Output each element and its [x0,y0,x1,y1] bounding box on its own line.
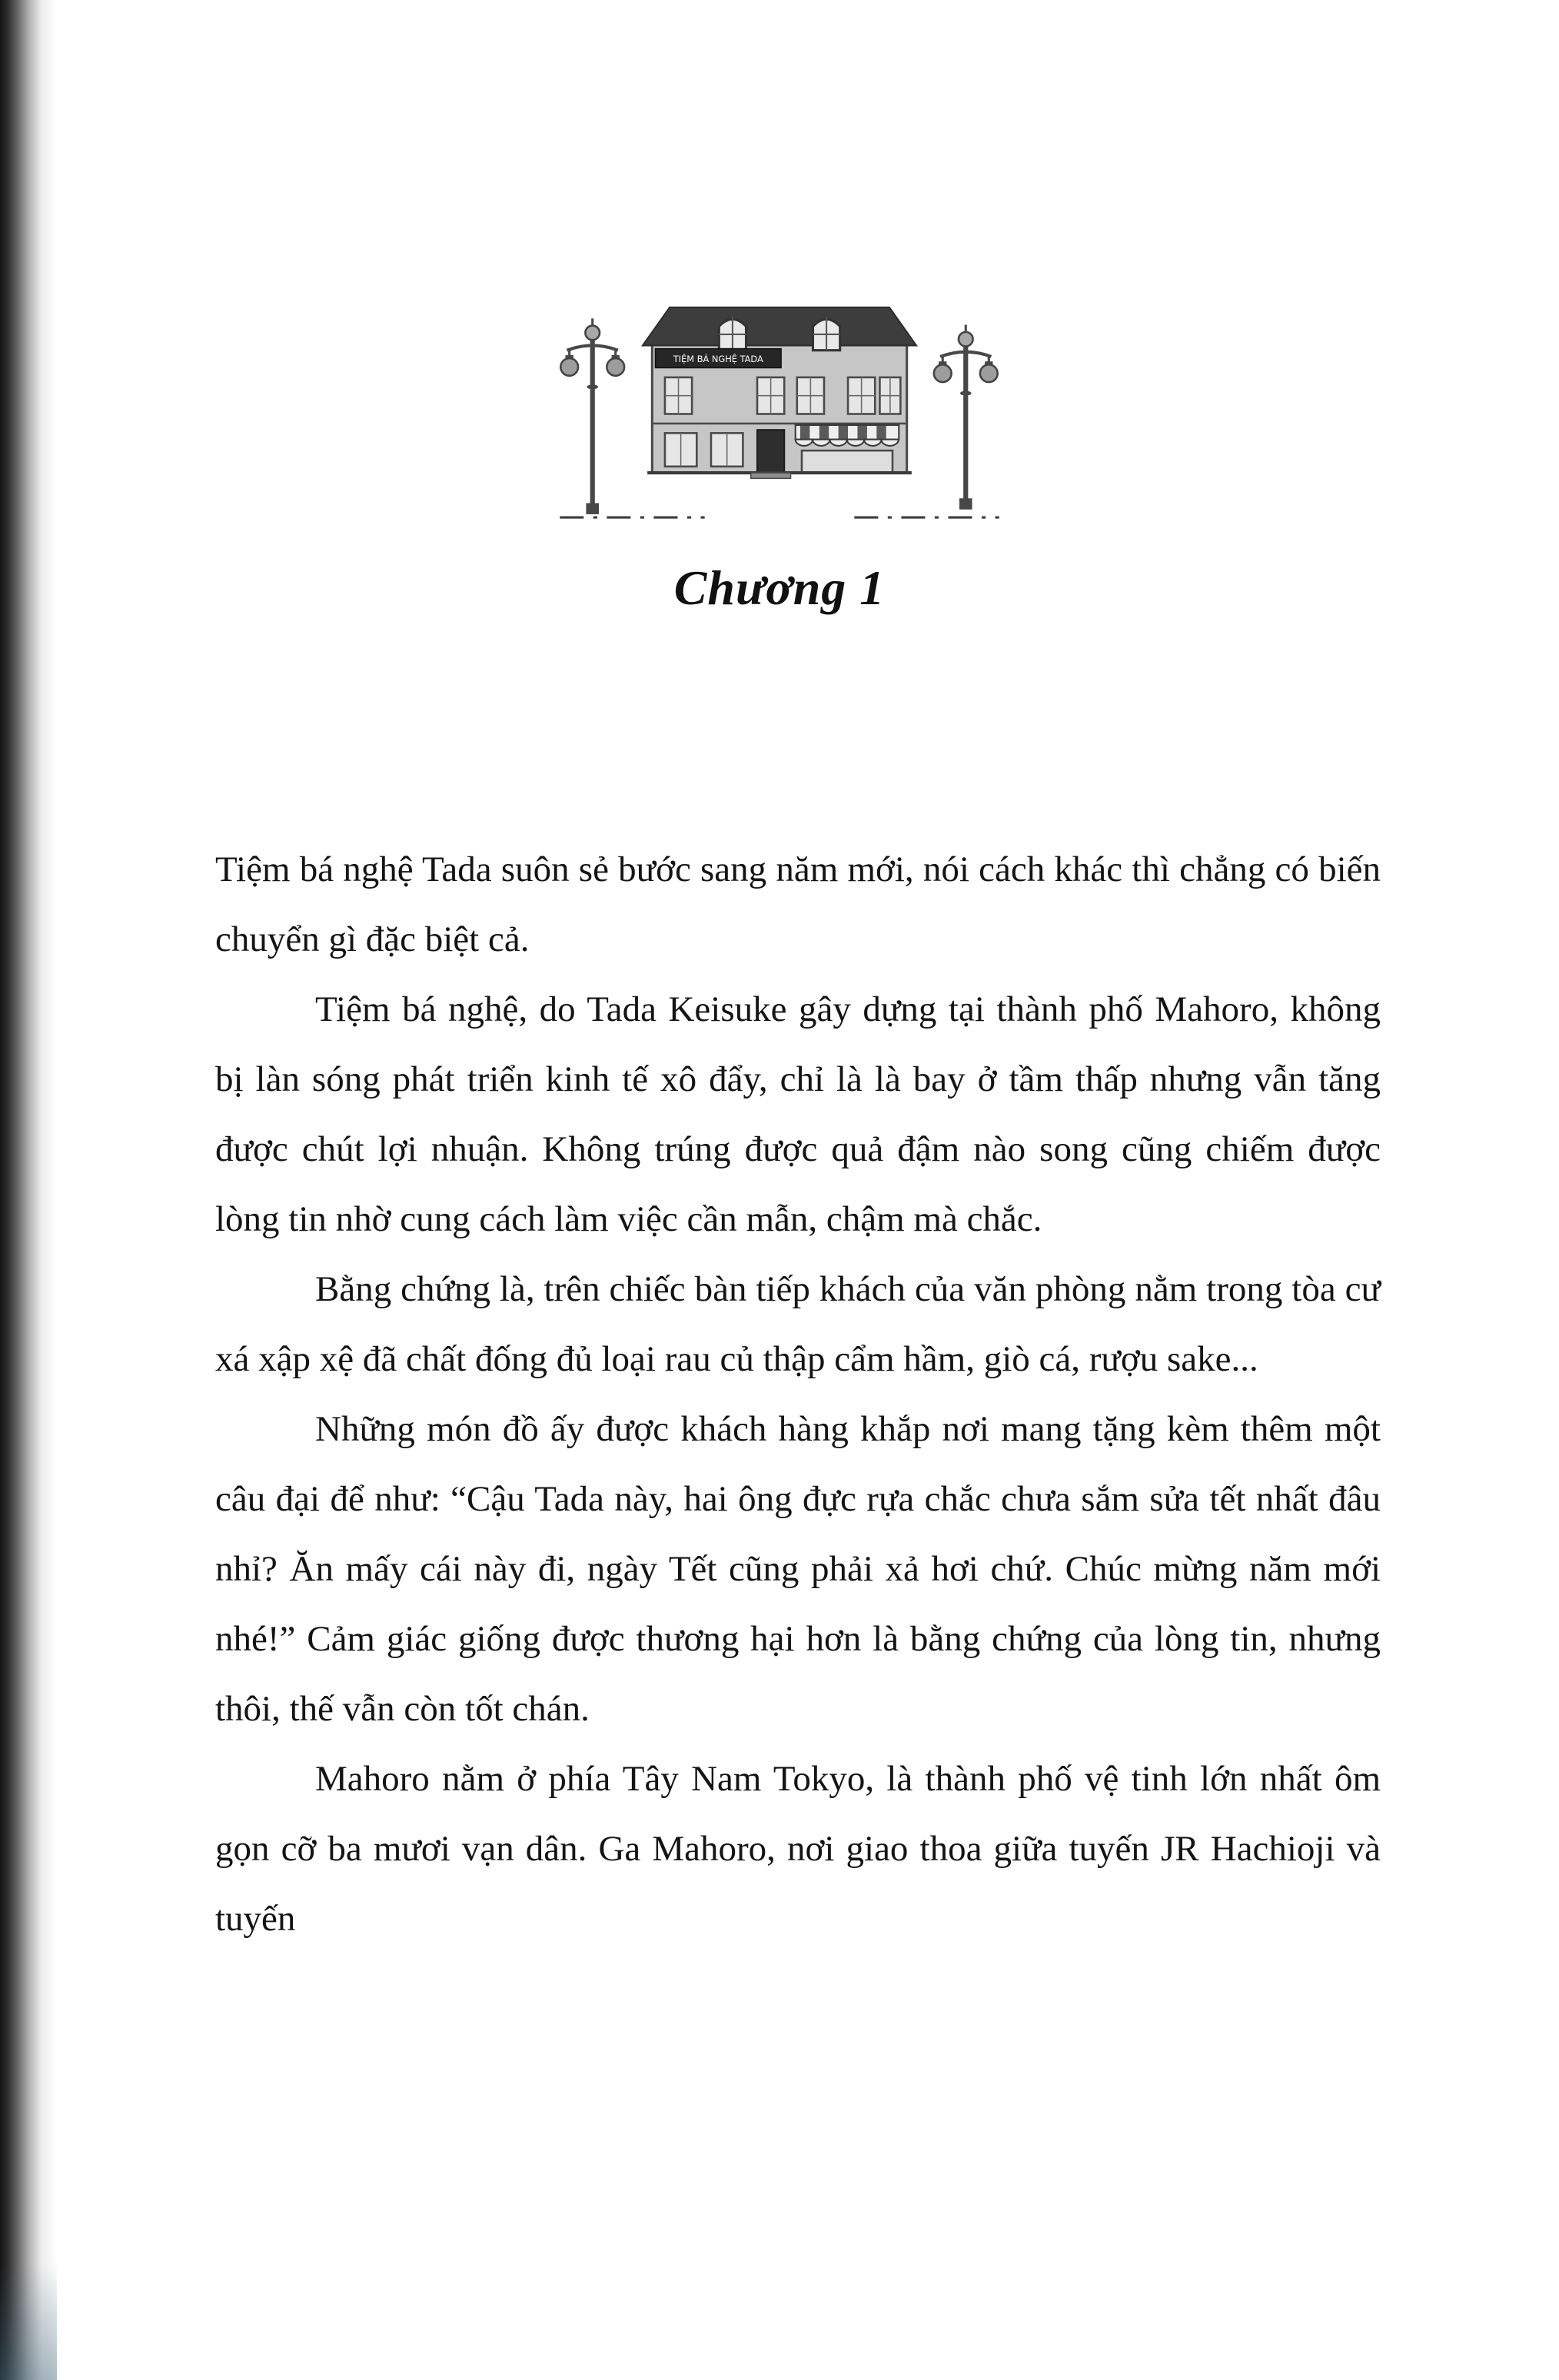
paragraph: Tiệm bá nghệ Tada suôn sẻ bước sang năm mới, nói cách khác thì chẳng có biến chuyển gì đặc biệt cả. [215,849,1381,959]
dormer-window-right [813,317,839,350]
paragraph: Những món đồ ấy được khách hàng khắp nơi mang tặng kèm thêm một câu đại để như: “Cậu Tada này, hai ông đực rựa chắc chưa sắm sửa tết nhất đâu nhỉ? Ăn mấy cái này đi, ngày Tết cũng phải xả hơi chứ. Chúc mừng năm mới nhé!” Cảm giác giống được thương hại hơn là bằng chứng của lòng tin, nhưng thôi, thế vẫn còn tốt chán. [215,1409,1381,1729]
door-step [751,473,791,478]
body-text [215,835,1381,1954]
shop-illustration [541,268,1018,542]
paragraph: Mahoro nằm ở phía Tây Nam Tokyo, là thành phố vệ tinh lớn nhất ôm gọn cỡ ba mươi vạn dân. Ga Mahoro, nơi giao thoa giữa tuyến JR Hachioji và tuyến [215,1759,1381,1939]
paragraph: Bằng chứng là, trên chiếc bàn tiếp khách của văn phòng nằm trong tòa cư xá xập xệ đã chất đống đủ loại rau củ thập cẩm hầm, giò cá, rượu sake... [215,1269,1381,1379]
shop-sign [655,349,781,368]
shop-door [757,430,784,473]
shop-illustration-svg [541,268,1018,538]
scan-edge-shadow [0,0,57,2380]
street-lamp-right-icon [934,325,998,510]
shop-sign-text: TIỆM BÁ NGHỆ TADA [673,354,763,365]
shop-front-window [802,450,893,473]
paragraph: Tiệm bá nghệ, do Tada Keisuke gây dựng tại thành phố Mahoro, không bị làn sóng phát triển kinh tế xô đẩy, chỉ là là bay ở tầm thấp nhưng vẫn tăng được chút lợi nhuận. Không trúng được quả đậm nào song cũng chiếm được lòng tin nhờ cung cách làm việc cần mẫn, chậm mà chắc. [215,989,1381,1239]
dormer-window-left [719,317,746,350]
street-lamp-left-icon [560,318,624,514]
shop-building [643,307,916,479]
chapter-title: Chương 1 [673,560,886,615]
